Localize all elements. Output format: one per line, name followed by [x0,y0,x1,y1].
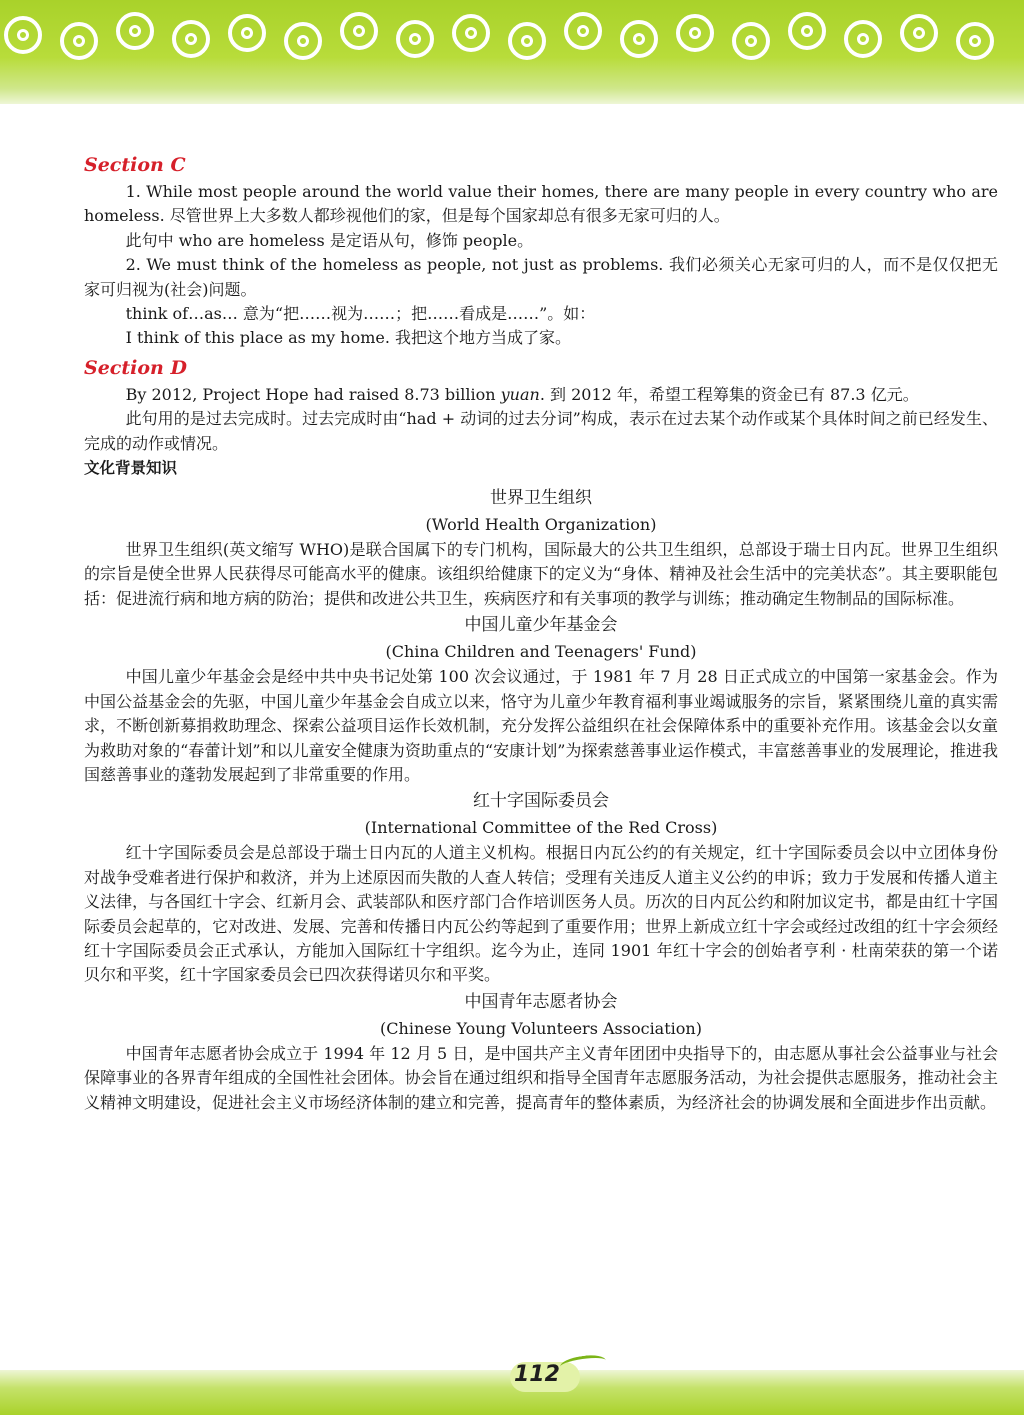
cctf-paragraph: 中国儿童少年基金会是经中共中央书记处第 100 次会议通过，于 1981 年 7 月 28 日正式成立的中国第一家基金会。作为中国公益基金会的先驱，中国儿童少年基金会自成立以来，恪守为儿童少年教育福利事业竭诚服务的宗旨，紧紧围绕儿童的真实需求，不断创新募捐救助理念、探索公益项目运作长效机制，充分发挥公益组织在社会保障体系中的重要补充作用。该基金会以女童为救助对象的“春蕾计划”和以儿童安全健康为资助重点的“安康计划”为探索慈善事业运作模式，丰富慈善事业的发展理论，推进我国慈善事业的蓬勃发展起到了非常重要的作用。 [84,667,998,784]
circle-ornament [508,22,546,60]
circle-ornaments [0,4,1024,64]
circle-ornament [956,22,994,60]
section-c-item-2: 2. We must think of the homeless as people, not just as problems. 我们必须关心无家可归的人，而不是仅仅把无家可归视为(社会)问题。 [84,255,998,299]
icrc-paragraph: 红十字国际委员会是总部设于瑞士日内瓦的人道主义机构。根据日内瓦公约的有关规定，红十字国际委员会以中立团体身份对战争受难者进行保护和救济，并为上述原因而失散的人查人转信；受理有关违反人道主义公约的申诉；致力于发展和传播人道主义法律，与各国红十字会、红新月会、武装部队和医疗部门合作培训医务人员。历次的日内瓦公约和附加议定书，都是由红十字国际委员会起草的，它对改进、发展、完善和传播日内瓦公约等起到了重要作用；世界上新成立红十字会或经过改组的红十字会须经红十字国际委员会正式承认，方能加入国际红十字组织。迄今为止，连同 1901 年红十字会的创始者亨利 · 杜南荣获的第一个诺贝尔和平奖，红十字国家委员会已四次获得诺贝尔和平奖。 [84,843,998,985]
circle-ornament [564,12,602,50]
circle-ornament [340,12,378,50]
section-d-sentence-b: . 到 2012 年，希望工程筹集的资金已有 87.3 亿元。 [539,384,919,404]
section-c-item-1: 1. While most people around the world value their homes, there are many people in every country who are homeless. 尽管世界上大多数人都珍视他们的家，但是每个国家却总有很多无家可归的人。 [84,182,998,226]
circle-ornament [4,16,42,54]
who-english-title: (World Health Organization) [425,515,657,535]
who-paragraph: 世界卫生组织(英文缩写 WHO)是联合国属下的专门机构，国际最大的公共卫生组织，总部设于瑞士日内瓦。世界卫生组织的宗旨是使全世界人民获得尽可能高水平的健康。该组织给健康下的定义为“身体、精神及社会生活中的完美状态”。其主要职能包括：促进流行病和地方病的防治；提供和改进公共卫生，疾病医疗和有关事项的教学与训练；推动确定生物制品的国际标准。 [84,540,998,608]
circle-ornament [284,22,322,60]
circle-ornament [620,20,658,58]
culture-heading: 文化背景知识 [84,459,178,478]
section-c-note-1: 此句中 who are homeless 是定语从句，修饰 people。 [125,230,534,250]
page-number-badge [500,1356,600,1396]
circle-ornament [900,14,938,52]
section-c-note-2: think of…as… 意为“把……视为……；把……看成是……”。如： [125,304,596,324]
section-d-note: 此句用的是过去完成时。过去完成时由“had + 动词的过去分词”构成，表示在过去某个动作或某个具体时间之前已经发生、完成的动作或情况。 [84,409,998,453]
circle-ornament [844,20,882,58]
circle-ornament [172,20,210,58]
cctf-english-title: (China Children and Teenagers' Fund) [385,642,697,662]
cyva-paragraph: 中国青年志愿者协会成立于 1994 年 12 月 5 日，是中国共产主义青年团团中央指导下的，由志愿从事社会公益事业与社会保障事业的各界青年组成的全国性社会团体。协会旨在通过组织和指导全国青年志愿服务活动，为社会提供志愿服务，推动社会主义精神文明建设，促进社会主义市场经济体制的建立和完善，提高青年的整体素质，为经济社会的协调发展和全面进步作出贡献。 [84,1043,998,1112]
leaf-icon [559,1353,607,1374]
cyva-title: 中国青年志愿者协会 [464,991,618,1012]
circle-ornament [228,14,266,52]
circle-ornament [452,14,490,52]
icrc-title: 红十字国际委员会 [473,791,609,812]
icrc-english-title: (International Committee of the Red Cross) [364,818,718,838]
section-d-sentence [84,383,998,407]
section-d-heading: Section D [84,356,187,379]
top-decorative-banner [0,0,1024,104]
section-d-sentence-a: By 2012, Project Hope had raised 8.73 billion [125,384,501,404]
cyva-english-title: (Chinese Young Volunteers Association) [380,1018,702,1038]
circle-ornament [116,12,154,50]
circle-ornament [60,22,98,60]
page-number: 112 [514,1362,560,1387]
circle-ornament [396,20,434,58]
circle-ornament [732,22,770,60]
section-c-example: I think of this place as my home. 我把这个地方当成了家。 [125,328,572,348]
section-d-sentence-em: yuan [500,384,540,404]
circle-ornament [788,12,826,50]
page-content [84,150,998,1115]
circle-ornament [676,14,714,52]
who-title: 世界卫生组织 [490,488,592,509]
section-c-heading: Section C [84,154,186,176]
cctf-title: 中国儿童少年基金会 [464,615,618,636]
